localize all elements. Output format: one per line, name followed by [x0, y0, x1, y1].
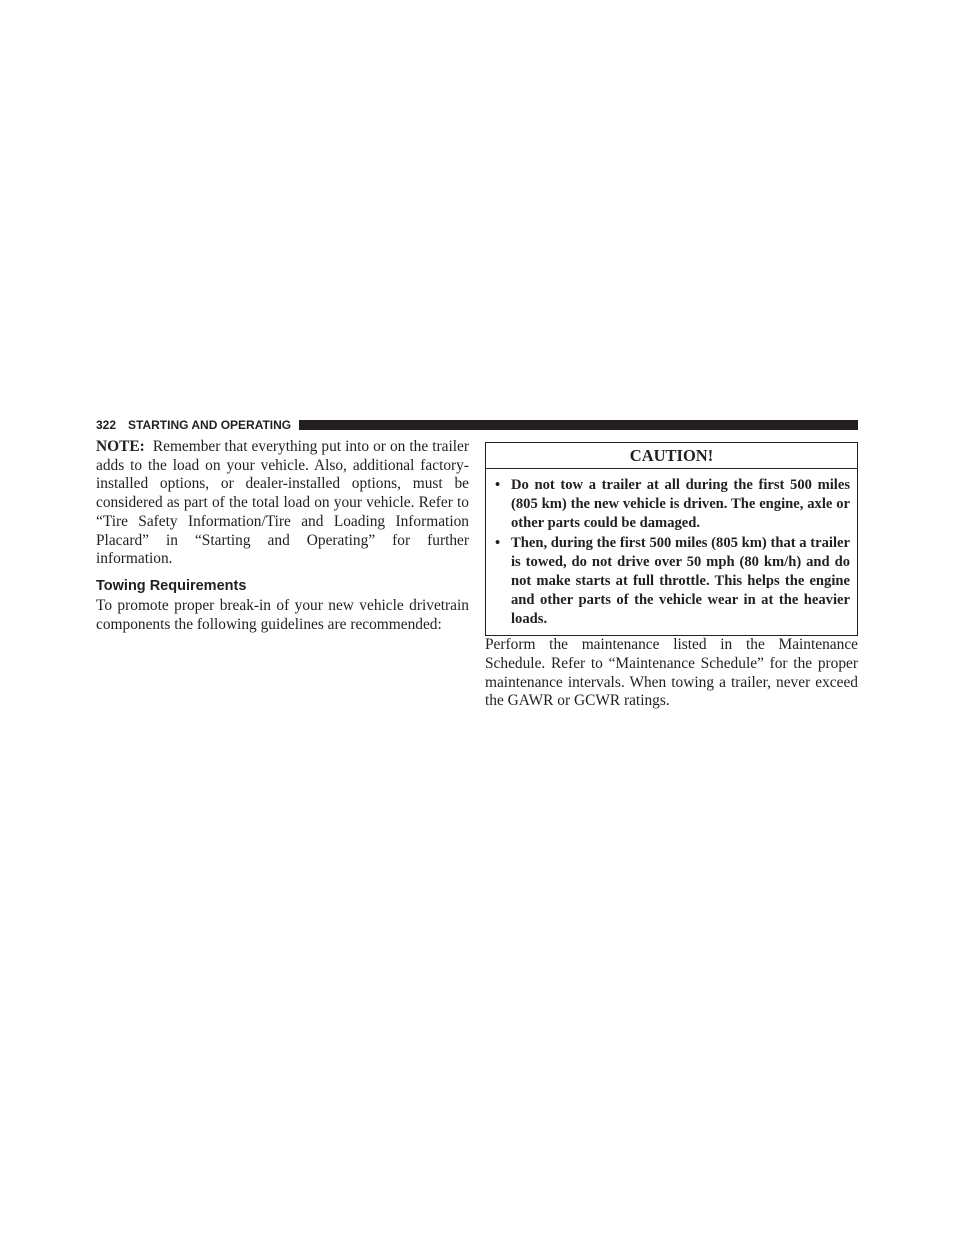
towing-requirements-heading: Towing Requirements [96, 577, 247, 594]
caution-box [485, 442, 858, 636]
left-column [96, 438, 469, 634]
page-header [96, 417, 858, 433]
caution-item [486, 476, 850, 532]
caution-title: CAUTION! [486, 443, 857, 469]
header-rule-bar [299, 420, 858, 430]
note-paragraph [96, 438, 469, 569]
bullet-icon: • [495, 477, 501, 493]
bullet-icon: • [495, 535, 501, 552]
note-label: NOTE: [96, 438, 145, 455]
caution-list [486, 469, 857, 635]
caution-item-text: Do not tow a trailer at all during the first 500 miles (805 km) the new vehicle is driven. The engine, axle or other parts could be damaged. [511, 477, 850, 531]
caution-item-text: Then, during the first 500 miles (805 km) that a trailer is towed, do not drive over 50 mph (80 km/h) and do not make starts at full throttle. This helps the engine and other parts of the vehicle wear in at the heavier loads. [511, 535, 850, 627]
caution-item [486, 534, 850, 628]
maintenance-paragraph: Perform the maintenance listed in the Maintenance Schedule. Refer to “Maintenance Schedule” for the proper maintenance intervals. When towing a trailer, never exceed the GAWR or GCWR ratings. [485, 636, 858, 710]
towing-intro-paragraph: To promote proper break-in of your new vehicle drivetrain components the following guidelines are recommended: [96, 596, 469, 633]
page-number: 322 [96, 418, 117, 432]
section-title: STARTING AND OPERATING [128, 418, 292, 432]
right-column [485, 442, 858, 711]
note-text: Remember that everything put into or on the trailer adds to the load on your vehicle. Also, additional factory-installed options, or dealer-installed options, must be considered as part of the total load on your vehicle. Refer to “Tire Safety Information/Tire and Loading Information Placard” in “Starting and Operating” for further information. [96, 438, 469, 568]
